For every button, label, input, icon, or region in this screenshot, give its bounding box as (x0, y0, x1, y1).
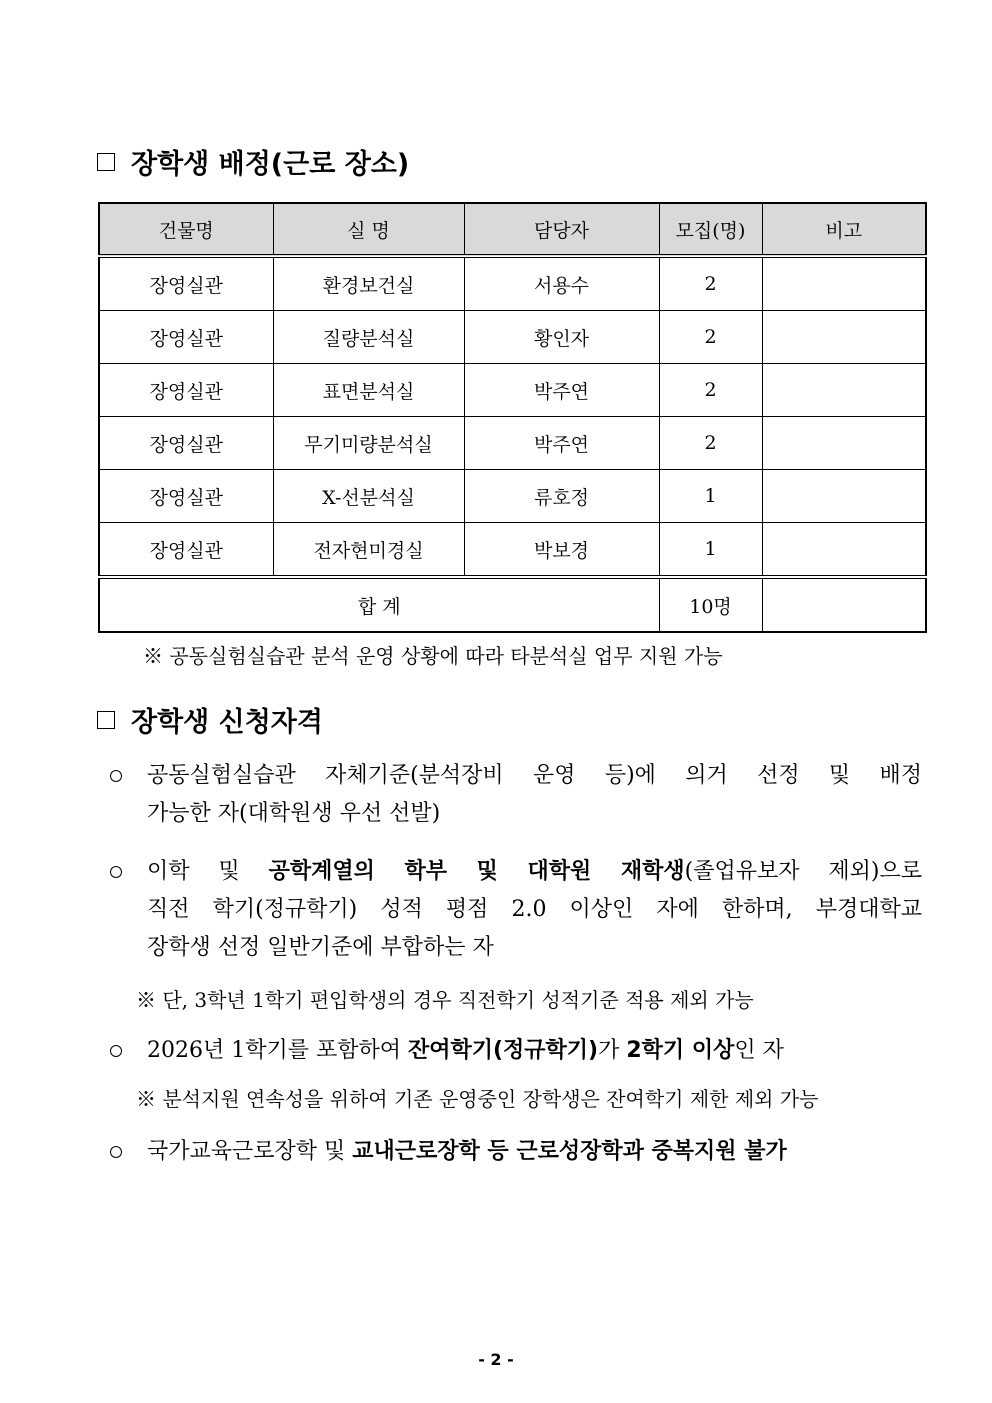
section-heading-eligibility (97, 700, 323, 739)
table-row (99, 256, 926, 311)
table-row (99, 523, 926, 578)
cell-manager: 황인자 (464, 311, 659, 364)
circle-bullet-icon (110, 1045, 122, 1057)
header-remarks: 비고 (762, 203, 926, 256)
item-line: 직전 학기(정규학기) 성적 평점 2.0 이상인 자에 한하며, 부경대학교 (147, 897, 922, 922)
circle-bullet-icon (110, 1146, 122, 1158)
table-row (99, 470, 926, 523)
cell-remarks (762, 311, 926, 364)
item-bold-text: 교내근로장학 등 근로성장학과 중복지원 불가 (352, 1139, 787, 1164)
item-bold-text: 공학계열의 학부 및 대학원 재학생 (268, 859, 685, 884)
header-room: 실 명 (273, 203, 464, 256)
total-value: 10명 (659, 577, 762, 632)
cell-manager: 박주연 (464, 417, 659, 470)
cell-room: X-선분석실 (273, 470, 464, 523)
cell-manager: 류호정 (464, 470, 659, 523)
item-text: 국가교육근로장학 및 (147, 1139, 353, 1164)
cell-manager: 박보경 (464, 523, 659, 578)
cell-remarks (762, 256, 926, 311)
table-row (99, 311, 926, 364)
item-line: 공동실험실습관 자체기준(분석장비 운영 등)에 의거 선정 및 배정 (147, 763, 922, 788)
cell-recruit: 2 (659, 364, 762, 417)
cell-recruit: 2 (659, 417, 762, 470)
section-title: 장학생 신청자격 (131, 707, 323, 738)
cell-room: 질량분석실 (273, 311, 464, 364)
eligibility-note-transfer: ※ 단, 3학년 1학기 편입학생의 경우 직전학기 성적기준 적용 제외 가능 (136, 988, 754, 1012)
cell-building: 장영실관 (99, 364, 273, 417)
item-bold-text: 잔여학기(정규학기) (407, 1038, 599, 1063)
item-bold-text: 2학기 이상 (626, 1038, 735, 1063)
total-remarks (762, 577, 926, 632)
header-manager: 담당자 (464, 203, 659, 256)
assignment-table (98, 202, 927, 633)
cell-recruit: 2 (659, 256, 762, 311)
checkbox-square-icon (97, 711, 115, 729)
item-line (147, 1032, 907, 1070)
item-line (147, 1133, 922, 1171)
cell-room: 무기미량분석실 (273, 417, 464, 470)
header-building: 건물명 (99, 203, 273, 256)
item-line: 장학생 선정 일반기준에 부합하는 자 (147, 935, 494, 960)
cell-building: 장영실관 (99, 417, 273, 470)
total-label: 합 계 (99, 577, 659, 632)
page-number: - 2 - (478, 1350, 514, 1369)
table-note: ※ 공동실험실습관 분석 운영 상황에 따라 타분석실 업무 지원 가능 (143, 644, 723, 668)
cell-remarks (762, 470, 926, 523)
table-header-row (99, 203, 926, 256)
circle-bullet-icon (110, 866, 122, 878)
item-text: 2026년 1학기를 포함하여 (147, 1038, 408, 1063)
cell-room: 전자현미경실 (273, 523, 464, 578)
item-text: (졸업유보자 제외)으로 (684, 859, 922, 884)
cell-manager: 서용수 (464, 256, 659, 311)
table-total-row (99, 577, 926, 632)
item-line (147, 853, 922, 891)
table-row (99, 417, 926, 470)
cell-building: 장영실관 (99, 311, 273, 364)
eligibility-note-continuity: ※ 분석지원 연속성을 위하여 기존 운영중인 장학생은 잔여학기 제한 제외 가능 (136, 1087, 819, 1111)
checkbox-square-icon (97, 153, 115, 171)
cell-room: 환경보건실 (273, 256, 464, 311)
cell-building: 장영실관 (99, 523, 273, 578)
cell-remarks (762, 364, 926, 417)
item-text: 인 자 (734, 1038, 784, 1063)
table-row (99, 364, 926, 417)
cell-building: 장영실관 (99, 470, 273, 523)
section-title: 장학생 배정(근로 장소) (131, 149, 410, 180)
section-heading-assignment (97, 142, 409, 181)
cell-recruit: 2 (659, 311, 762, 364)
cell-remarks (762, 417, 926, 470)
cell-room: 표면분석실 (273, 364, 464, 417)
cell-manager: 박주연 (464, 364, 659, 417)
cell-recruit: 1 (659, 523, 762, 578)
circle-bullet-icon (110, 770, 122, 782)
item-text: 이학 및 (147, 859, 269, 884)
item-line: 가능한 자(대학원생 우선 선발) (147, 801, 441, 826)
cell-recruit: 1 (659, 470, 762, 523)
header-recruit: 모집(명) (659, 203, 762, 256)
cell-building: 장영실관 (99, 256, 273, 311)
item-text: 가 (598, 1038, 627, 1063)
cell-remarks (762, 523, 926, 578)
